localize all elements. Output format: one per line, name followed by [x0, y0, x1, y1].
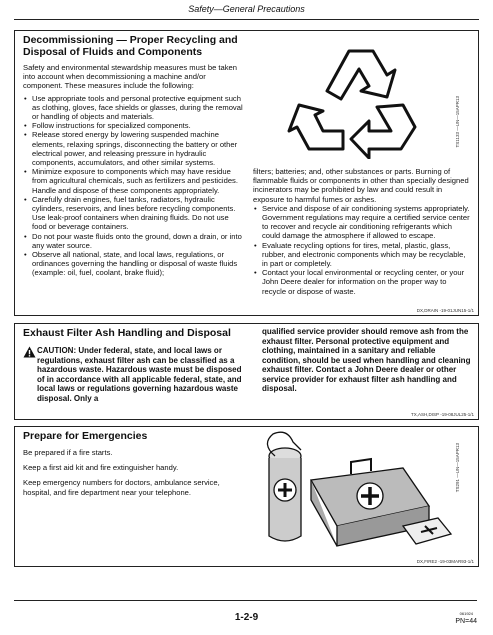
- header-rule: [14, 19, 479, 20]
- list-item: • Carefully drain engines, fuel tanks, radiators, hydraulic cylinders, reservoirs, and lines before recycling components. Use leak-proof containers when draining fluids. Do not use food or beverage containers.: [23, 195, 245, 232]
- emergency-p3: Keep emergency numbers for doctors, ambulance service, hospital, and fire department near your telephone.: [23, 478, 220, 497]
- decommission-bullets-right: [253, 204, 471, 296]
- decommission-right-column: [253, 167, 471, 296]
- emergency-p2: Keep a first aid kit and fire extinguisher handy.: [23, 463, 179, 473]
- pn-label: PN=44: [455, 618, 477, 625]
- section-rule: [15, 566, 478, 567]
- emergency-left-column: [23, 430, 245, 497]
- decommission-stamp: DX,DRAIN -19-01JUN15-1/1: [416, 308, 474, 313]
- warning-icon: [23, 346, 36, 358]
- decommission-bullets-left: [23, 94, 245, 278]
- exhaust-right-column: [262, 327, 472, 394]
- list-item: • Observe all national, state, and local laws, regulations, or ordinances governing the handling or disposal of waste fluids (example: oil, fuel, coolant, brake fluid);: [23, 250, 245, 278]
- emergency-stamp: DX,FIRE2 -19-03MAR93-1/1: [416, 559, 474, 564]
- list-item: • Follow instructions for specialized components.: [23, 121, 245, 130]
- page-number: 1-2-9: [234, 612, 259, 623]
- recycle-icon: [287, 39, 437, 159]
- list-item: • Contact your local environmental or recycling center, or your John Deere dealer for information on the proper way to recycle or dispose of waste.: [253, 268, 471, 296]
- first-aid-and-extinguisher-icon: [253, 430, 453, 550]
- footer-rule: [14, 600, 477, 601]
- exhaust-section: [14, 323, 479, 420]
- page-header-title: Safety—General Precautions: [188, 4, 305, 14]
- decommission-left-column: [23, 34, 245, 278]
- list-item: • Minimize exposure to components which may have residue from agricultural chemicals, such as fertilizers and pesticides. Handle and dispose of these components appropriately.: [23, 167, 245, 195]
- decommission-intro: Safety and environmental stewardship measures must be taken into account when decommissioning a machine and/or component. These measures include the following:: [23, 63, 238, 91]
- list-item: • Do not pour waste fluids onto the ground, down a drain, or into any water source.: [23, 232, 245, 250]
- emergency-p1: Be prepared if a fire starts.: [23, 448, 113, 457]
- list-item: • Release stored energy by lowering suspended machine elements, relaxing springs, disconnecting the battery or other electrical power, and releasing pressure in hydraulic components, accumulators, and other similar systems.: [23, 130, 245, 167]
- section-rule: [15, 315, 478, 316]
- exhaust-caution-text: CAUTION: Under federal, state, and local laws or regulations, exhaust filter ash can be classified as a hazardous waste. Hazardous waste must be disposed of in accordance with all applicable federal, state, and local laws or regulations governing hazardous waste disposal. Only a: [37, 346, 242, 403]
- footer-date-code: 061924: [459, 611, 473, 616]
- decommission-section: [14, 30, 479, 316]
- exhaust-caution: [23, 346, 245, 403]
- decommission-title: Decommissioning — Proper Recycling and Disposal of Fluids and Components: [23, 34, 238, 58]
- decommission-image-code: TS1133 —UN—15APR13: [455, 96, 460, 148]
- section-rule: [15, 419, 478, 420]
- exhaust-left-column: [23, 327, 245, 403]
- emergency-section: [14, 426, 479, 567]
- exhaust-stamp: TX,ASH,DISP -19-08JUL25-1/1: [411, 412, 474, 417]
- page-header: [0, 0, 493, 20]
- exhaust-title: Exhaust Filter Ash Handling and Disposal: [23, 327, 231, 339]
- decommission-right-continuation: filters; batteries; and, other substances or parts. Burning of flammable fluids or components in other than specially designed incinerators may be prohibited by law and could result in exposure to harmful fumes or ashes.: [253, 167, 469, 204]
- emergency-image-code: TS291 —UN—15APR13: [455, 443, 460, 493]
- exhaust-caution-continuation: qualified service provider should remove ash from the exhaust filter. Personal protective equipment and clothing, maintained in a sanitary and reliable condition, should be used when handling and cleaning exhaust filter. Contact a John Deere dealer or other service provider for exhaust filter ash handling and disposal.: [262, 327, 471, 393]
- list-item: • Use appropriate tools and personal protective equipment such as clothing, gloves, face shields or glasses, during the removal or handling of objects and materials.: [23, 94, 245, 122]
- list-item: • Service and dispose of air conditioning systems appropriately. Government regulations may require a certified service center to recover and recycle air conditioning refrigerants which could damage the atmosphere if allowed to escape.: [253, 204, 471, 241]
- emergency-title: Prepare for Emergencies: [23, 430, 148, 442]
- list-item: • Evaluate recycling options for tires, metal, plastic, glass, rubber, and electronic components which may be recyclable, in part or completely.: [253, 241, 471, 269]
